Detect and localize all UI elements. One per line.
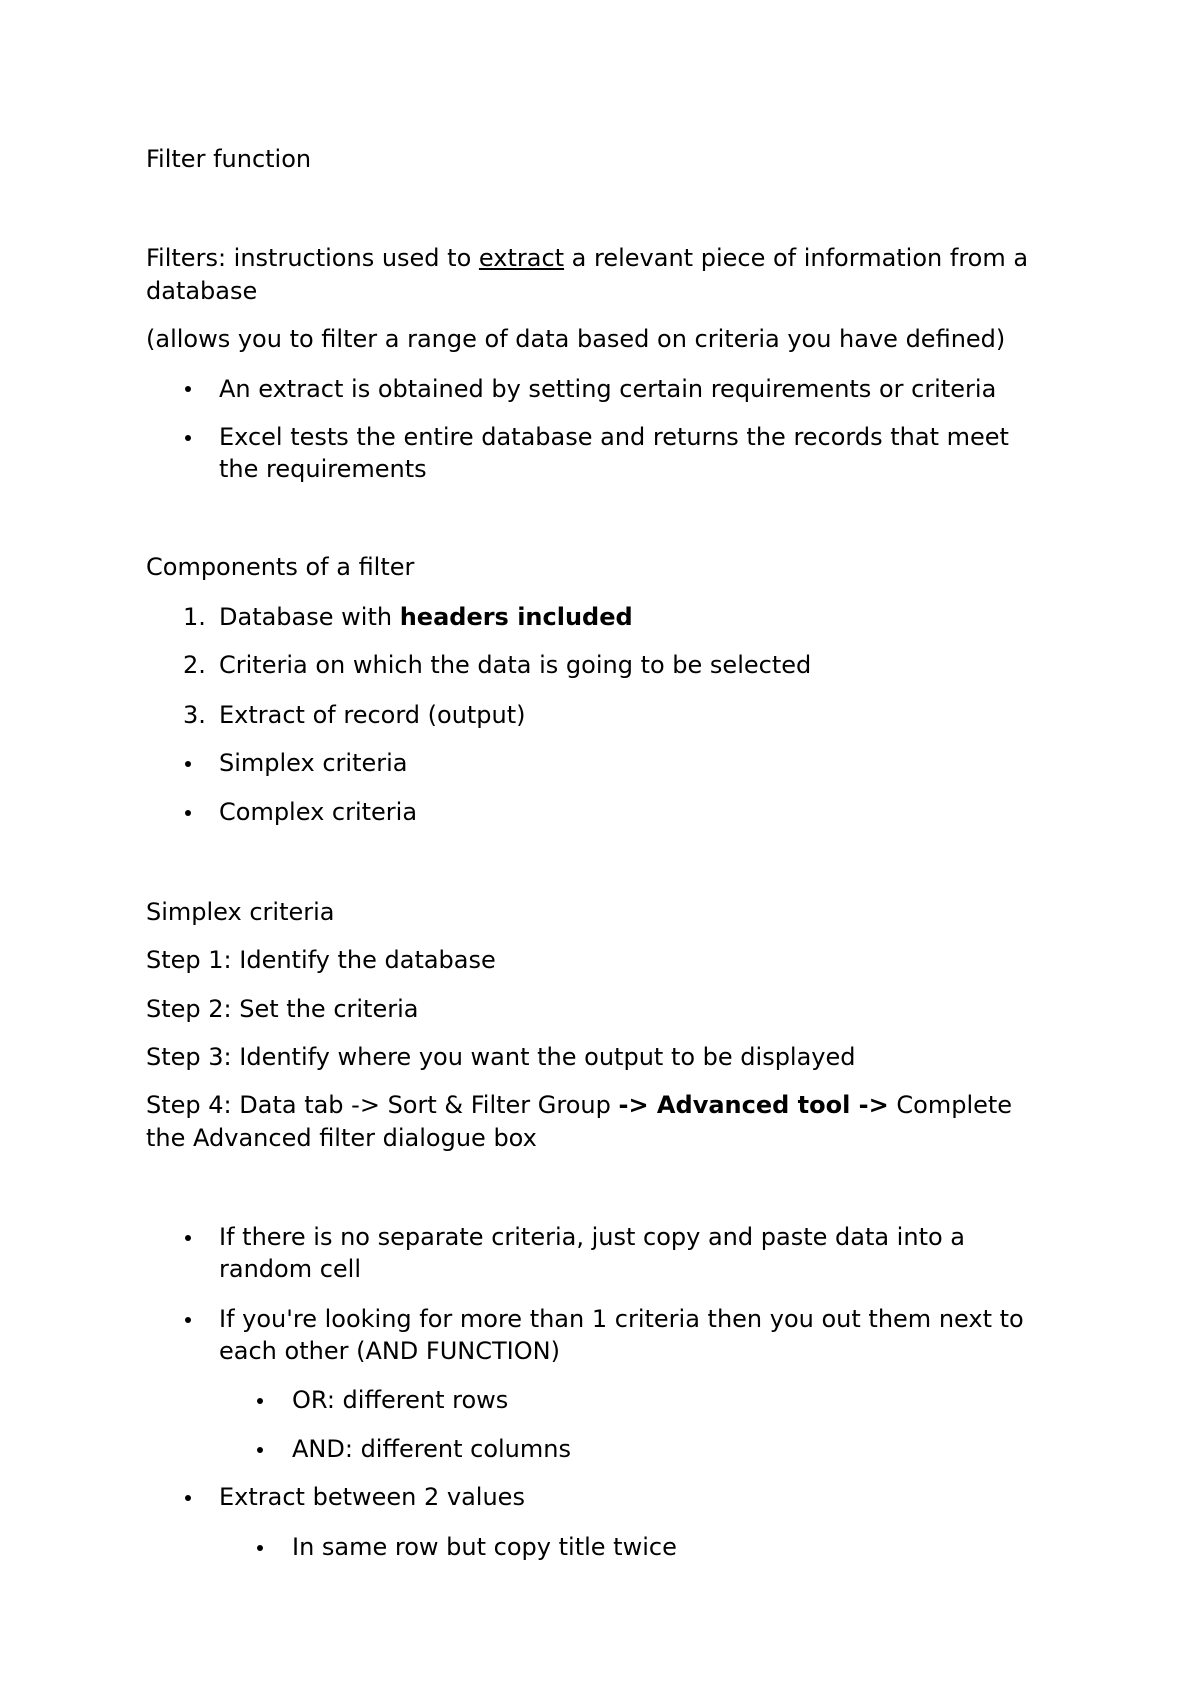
bullet-dot <box>257 1398 263 1404</box>
tip-1-line-2: random cell <box>219 1255 362 1283</box>
list-number-2: 2. <box>183 651 206 679</box>
step-4-arrow-2: -> <box>850 1091 889 1119</box>
step-4-line-1 <box>146 1089 1012 1121</box>
tip-1-line-1: If there is no separate criteria, just copy and paste data into a <box>219 1223 965 1251</box>
component-item-1-prefix: Database with <box>219 603 400 631</box>
bullet-1-2-line-1: Excel tests the entire database and returns the records that meet <box>219 423 1009 451</box>
step-1: Step 1: Identify the database <box>146 946 496 974</box>
bullet-dot <box>185 810 191 816</box>
step-4-prefix: Step 4: Data tab -> Sort & Filter Group <box>146 1091 619 1119</box>
component-bullet-1: Simplex criteria <box>219 749 408 777</box>
step-4-arrow-1: -> <box>618 1091 649 1119</box>
definition-line-1 <box>146 242 1028 274</box>
step-4-advanced-tool: Advanced tool <box>648 1091 851 1119</box>
bullet-dot <box>185 1317 191 1323</box>
bullet-dot <box>185 1235 191 1241</box>
definition-prefix: Filters: instructions used to <box>146 244 479 272</box>
bullet-dot <box>185 1495 191 1501</box>
definition-line-2: database <box>146 277 258 305</box>
tip-3: Extract between 2 values <box>219 1483 525 1511</box>
component-bullet-2: Complex criteria <box>219 798 418 826</box>
bullet-dot <box>185 435 191 441</box>
note-text: (allows you to filter a range of data based on criteria you have defined) <box>146 325 1006 353</box>
simplex-heading: Simplex criteria <box>146 898 335 926</box>
list-number-3: 3. <box>183 701 206 729</box>
component-item-1-bold: headers included <box>399 603 633 631</box>
step-3: Step 3: Identify where you want the output to be displayed <box>146 1043 856 1071</box>
tip-2-sub-2: AND: different columns <box>292 1435 571 1463</box>
bullet-dot <box>257 1545 263 1551</box>
component-item-3: Extract of record (output) <box>219 701 526 729</box>
tip-2-line-2: each other (AND FUNCTION) <box>219 1337 560 1365</box>
bullet-1-1: An extract is obtained by setting certain requirements or criteria <box>219 375 997 403</box>
step-4-line-2: the Advanced filter dialogue box <box>146 1124 537 1152</box>
tip-2-line-1: If you're looking for more than 1 criteria then you out them next to <box>219 1305 1024 1333</box>
component-item-2: Criteria on which the data is going to be selected <box>219 651 812 679</box>
bullet-dot <box>185 386 191 392</box>
component-item-1 <box>219 601 633 633</box>
tip-2-sub-1: OR: different rows <box>292 1386 509 1414</box>
bullet-dot <box>257 1447 263 1453</box>
bullet-1-2-line-2: the requirements <box>219 455 427 483</box>
step-4-suffix: Complete <box>888 1091 1013 1119</box>
components-heading: Components of a filter <box>146 553 415 581</box>
step-2: Step 2: Set the criteria <box>146 995 419 1023</box>
bullet-dot <box>185 761 191 767</box>
tip-3-sub-1: In same row but copy title twice <box>292 1533 677 1561</box>
definition-suffix: a relevant piece of information from a <box>564 244 1029 272</box>
page-title: Filter function <box>146 145 312 173</box>
definition-underlined-word: extract <box>478 244 565 272</box>
list-number-1: 1. <box>183 603 206 631</box>
